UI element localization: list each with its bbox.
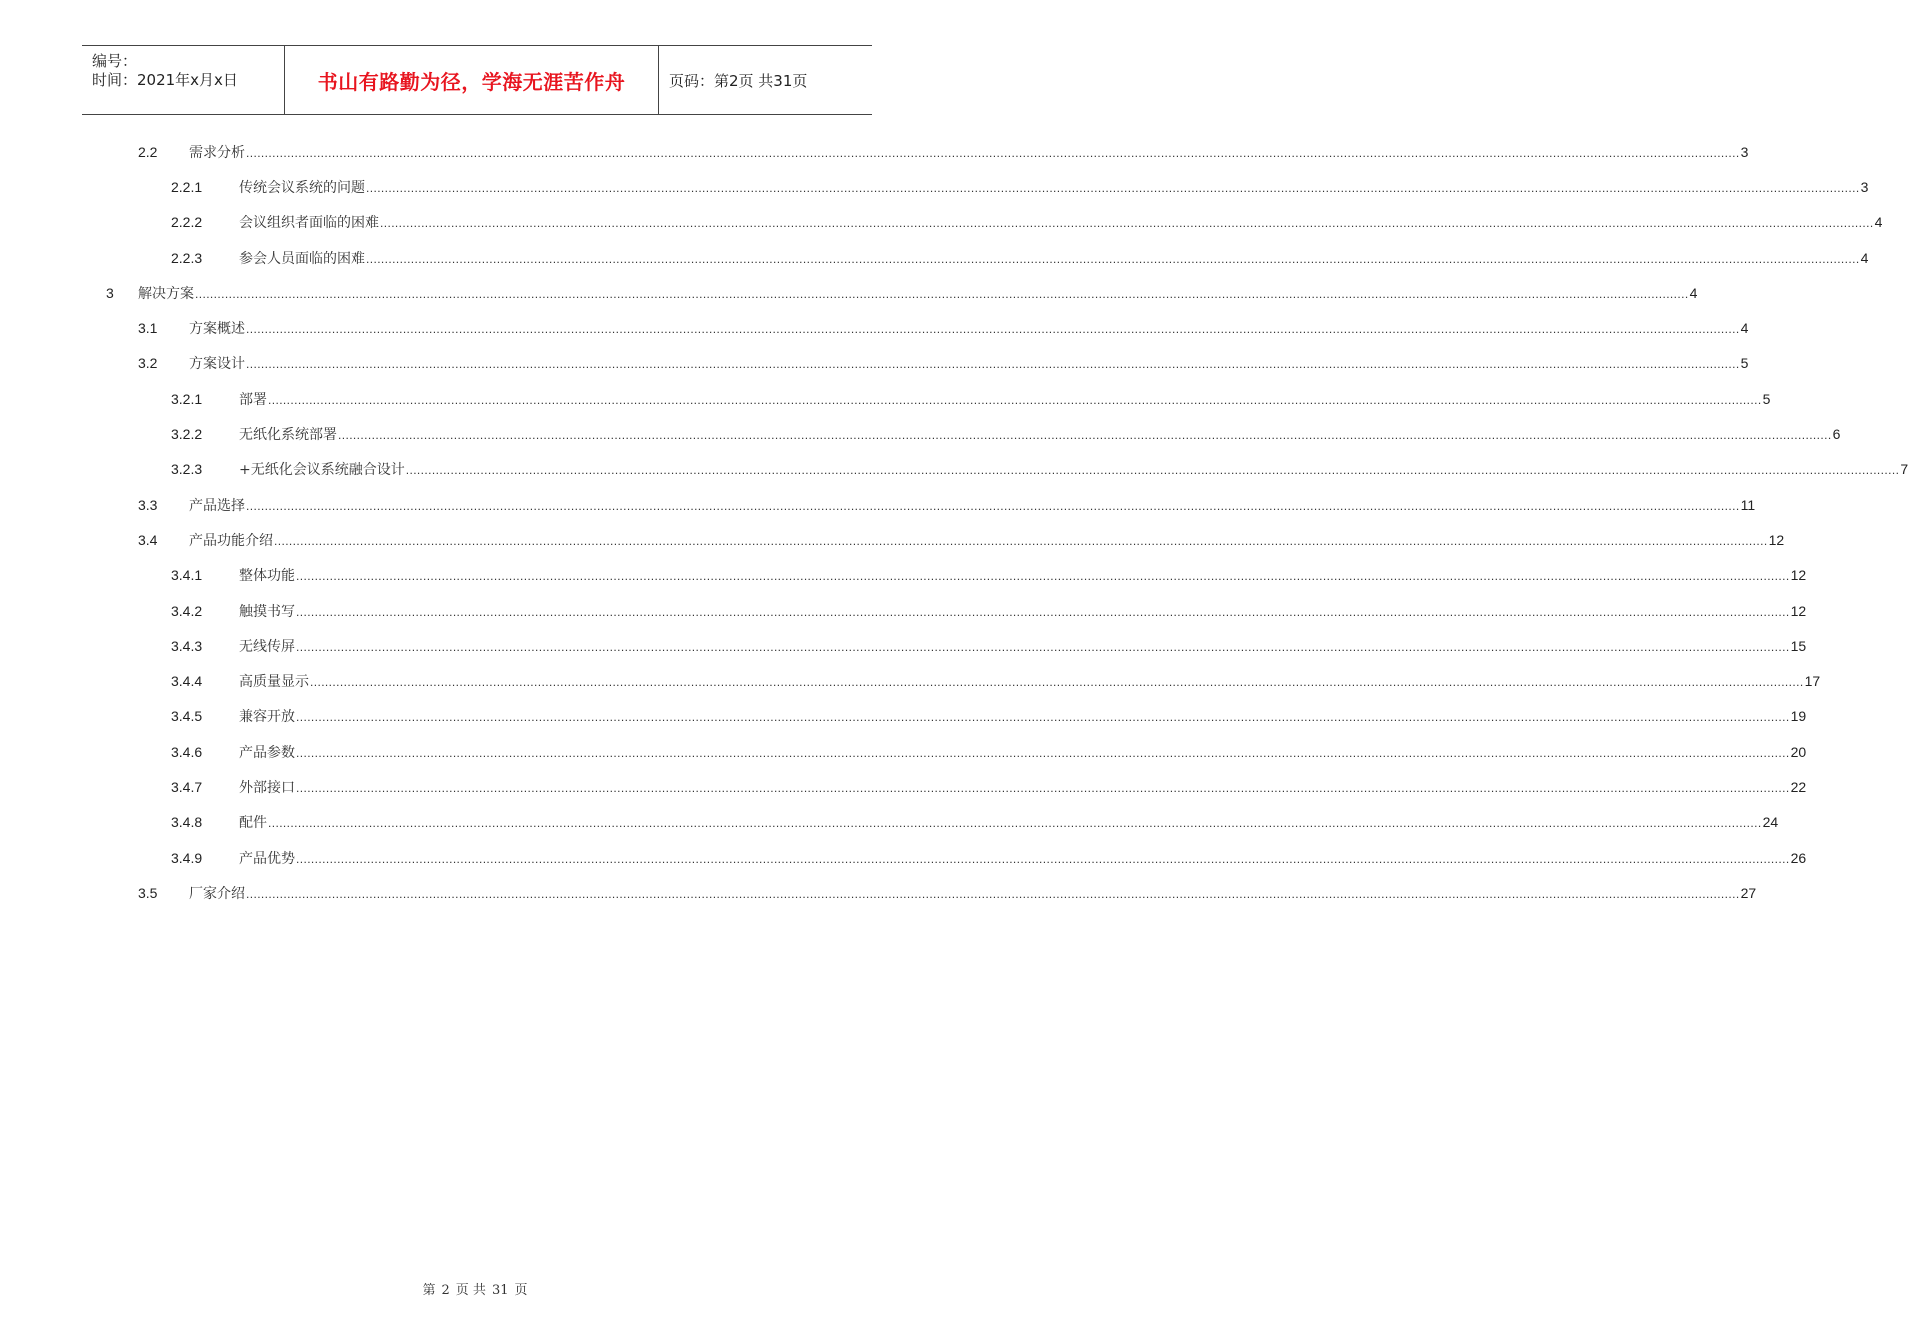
toc-entry-line (239, 565, 1807, 585)
document-time-label: 时间：2021年x月x日 (92, 71, 238, 89)
toc-dot-leader: ................................................................................................................................................................................................................................................................................................................................................................................................................ (296, 710, 1790, 725)
toc-dot-leader: ................................................................................................................................................................................................................................................................................................................................................................................................................ (338, 428, 1832, 443)
footer-suffix: 页 (514, 1283, 528, 1298)
toc-entry-title: 需求分析 (189, 144, 245, 161)
toc-entry-number: 3.4.8 (171, 814, 203, 831)
toc-entry[interactable] (0, 628, 1807, 663)
toc-entry-line (239, 424, 1841, 444)
toc-entry-line (239, 706, 1807, 726)
toc-entry-line (189, 142, 1749, 162)
footer-current-page: 2 (441, 1283, 450, 1298)
header-motto: 书山有路勤为径，学海无涯苦作舟 (284, 46, 659, 114)
toc-entry-page: 24 (1762, 814, 1779, 831)
toc-entry-number: 2.2.3 (171, 249, 203, 266)
toc-dot-leader: ................................................................................................................................................................................................................................................................................................................................................................................................................ (296, 604, 1790, 619)
toc-entry-page: 19 (1790, 708, 1807, 725)
toc-entry[interactable] (0, 558, 1807, 593)
toc-entry-page: 12 (1790, 602, 1807, 619)
toc-entry-number: 3.4.1 (171, 567, 203, 584)
toc-entry[interactable] (0, 875, 1757, 910)
toc-entry-title: 兼容开放 (239, 709, 295, 726)
toc-entry-line (189, 318, 1749, 338)
toc-entry-number: 3.4.2 (171, 602, 203, 619)
toc-entry-line (239, 848, 1807, 868)
toc-entry-number: 3.4.4 (171, 673, 203, 690)
toc-entry-number: 3.4.7 (171, 778, 203, 795)
toc-entry[interactable] (0, 452, 1908, 487)
toc-dot-leader: ................................................................................................................................................................................................................................................................................................................................................................................................................ (296, 639, 1790, 654)
toc-entry-line (239, 212, 1883, 232)
toc-entry-line (239, 777, 1807, 797)
toc-entry-page: 17 (1804, 673, 1821, 690)
toc-entry-title: 解决方案 (138, 285, 194, 302)
toc-entry-number: 3.5 (138, 884, 158, 901)
toc-entry-line (239, 742, 1807, 762)
toc-entry-line (189, 530, 1785, 550)
toc-entry-number: 3.4.6 (171, 743, 203, 760)
toc-dot-leader: ................................................................................................................................................................................................................................................................................................................................................................................................................ (246, 145, 1740, 160)
toc-entry-line (239, 177, 1869, 197)
toc-dot-leader: ................................................................................................................................................................................................................................................................................................................................................................................................................ (296, 851, 1790, 866)
page-header (82, 45, 872, 115)
toc-entry-title: 产品优势 (239, 850, 295, 867)
toc-entry[interactable] (0, 381, 1771, 416)
toc-dot-leader: ................................................................................................................................................................................................................................................................................................................................................................................................................ (246, 322, 1740, 337)
toc-entry-page: 22 (1790, 778, 1807, 795)
toc-dot-leader: ................................................................................................................................................................................................................................................................................................................................................................................................................ (310, 675, 1804, 690)
toc-entry-title: 配件 (239, 815, 267, 832)
toc-entry-number: 3.4.5 (171, 708, 203, 725)
toc-entry-number: 3.4.3 (171, 637, 203, 654)
toc-entry-title: 无纸化系统部署 (239, 427, 337, 444)
toc-entry[interactable] (0, 840, 1807, 875)
toc-entry[interactable] (0, 240, 1869, 275)
toc-dot-leader: ................................................................................................................................................................................................................................................................................................................................................................................................................ (246, 498, 1740, 513)
toc-entry-title: 外部接口 (239, 779, 295, 796)
toc-entry-line (239, 671, 1821, 691)
toc-entry[interactable] (0, 346, 1749, 381)
toc-entry-page: 12 (1768, 531, 1785, 548)
toc-dot-leader: ................................................................................................................................................................................................................................................................................................................................................................................................................ (268, 392, 1762, 407)
toc-entry[interactable] (0, 663, 1821, 698)
toc-entry[interactable] (0, 769, 1807, 804)
toc-entry-number: 3.1 (138, 320, 158, 337)
toc-entry-number: 2.2.1 (171, 178, 203, 195)
toc-entry-number: 3.4.9 (171, 849, 203, 866)
toc-entry-page: 4 (1740, 320, 1749, 337)
page-footer (0, 1279, 950, 1298)
toc-entry-title: 产品选择 (189, 497, 245, 514)
toc-entry-title: +无纸化会议系统融合设计 (239, 462, 405, 479)
toc-entry[interactable] (0, 169, 1869, 204)
toc-entry-title: 部署 (239, 391, 267, 408)
toc-entry-page: 15 (1790, 637, 1807, 654)
toc-entry-page: 3 (1860, 178, 1869, 195)
toc-entry-title: 会议组织者面临的困难 (239, 215, 379, 232)
toc-entry-number: 3.2 (138, 355, 158, 372)
toc-entry-title: 厂家介绍 (189, 885, 245, 902)
header-page-info: 页码：第2页 共31页 (669, 71, 808, 90)
toc-entry[interactable] (0, 134, 1749, 169)
table-of-contents (0, 134, 1908, 911)
toc-entry[interactable] (0, 205, 1883, 240)
toc-entry-title: 触摸书写 (239, 603, 295, 620)
toc-entry-number: 2.2.2 (171, 214, 203, 231)
footer-total-pages: 31 (491, 1283, 509, 1298)
toc-entry-page: 26 (1790, 849, 1807, 866)
toc-dot-leader: ................................................................................................................................................................................................................................................................................................................................................................................................................ (296, 569, 1790, 584)
toc-entry[interactable] (0, 593, 1807, 628)
toc-entry-line (239, 459, 1908, 479)
toc-entry[interactable] (0, 699, 1807, 734)
toc-dot-leader: ................................................................................................................................................................................................................................................................................................................................................................................................................ (380, 216, 1874, 231)
toc-entry-page: 20 (1790, 743, 1807, 760)
toc-dot-leader: ................................................................................................................................................................................................................................................................................................................................................................................................................ (195, 286, 1689, 301)
toc-entry-title: 传统会议系统的问题 (239, 179, 365, 196)
footer-middle: 页 共 (455, 1283, 486, 1298)
toc-dot-leader: ................................................................................................................................................................................................................................................................................................................................................................................................................ (246, 357, 1740, 372)
toc-entry[interactable] (0, 416, 1841, 451)
toc-entry-page: 7 (1900, 461, 1908, 478)
toc-entry-page: 5 (1762, 390, 1771, 407)
toc-dot-leader: ................................................................................................................................................................................................................................................................................................................................................................................................................ (296, 745, 1790, 760)
toc-entry[interactable] (0, 805, 1779, 840)
toc-entry-line (239, 389, 1771, 409)
toc-entry-line (239, 248, 1869, 268)
toc-entry[interactable] (0, 310, 1749, 345)
toc-dot-leader: ................................................................................................................................................................................................................................................................................................................................................................................................................ (246, 886, 1740, 901)
toc-dot-leader: ................................................................................................................................................................................................................................................................................................................................................................................................................ (405, 463, 1900, 478)
toc-entry-line (189, 353, 1749, 373)
toc-entry-page: 4 (1689, 284, 1698, 301)
toc-entry-number: 3.2.2 (171, 426, 203, 443)
toc-entry-title: 高质量显示 (239, 674, 309, 691)
toc-dot-leader: ................................................................................................................................................................................................................................................................................................................................................................................................................ (366, 180, 1860, 195)
toc-entry-number: 2.2 (138, 143, 158, 160)
toc-entry-title: 产品参数 (239, 744, 295, 761)
toc-entry[interactable] (0, 734, 1807, 769)
toc-entry-page: 4 (1860, 249, 1869, 266)
toc-entry-line (239, 601, 1807, 621)
toc-entry-page: 5 (1740, 355, 1749, 372)
toc-entry[interactable] (0, 522, 1785, 557)
document-number-label: 编号： (92, 52, 138, 70)
toc-entry-title: 方案设计 (189, 356, 245, 373)
toc-dot-leader: ................................................................................................................................................................................................................................................................................................................................................................................................................ (268, 816, 1762, 831)
toc-entry-number: 3.2.1 (171, 390, 203, 407)
toc-entry-page: 27 (1740, 884, 1757, 901)
toc-entry-line (189, 883, 1757, 903)
toc-entry-page: 12 (1790, 567, 1807, 584)
toc-entry-line (189, 495, 1756, 515)
footer-prefix: 第 (422, 1283, 436, 1298)
toc-entry-title: 参会人员面临的困难 (239, 250, 365, 267)
toc-entry-title: 产品功能介绍 (189, 532, 273, 549)
toc-dot-leader: ................................................................................................................................................................................................................................................................................................................................................................................................................ (296, 780, 1790, 795)
toc-entry-number: 3 (106, 284, 114, 301)
toc-dot-leader: ................................................................................................................................................................................................................................................................................................................................................................................................................ (274, 533, 1768, 548)
toc-entry-title: 方案概述 (189, 321, 245, 338)
toc-entry-line (239, 812, 1779, 832)
toc-entry-page: 6 (1832, 426, 1841, 443)
toc-entry-page: 4 (1874, 214, 1883, 231)
toc-entry[interactable] (0, 275, 1698, 310)
toc-entry-line (239, 636, 1807, 656)
toc-entry-title: 无线传屏 (239, 638, 295, 655)
toc-entry-line (138, 283, 1698, 303)
toc-entry[interactable] (0, 487, 1756, 522)
toc-dot-leader: ................................................................................................................................................................................................................................................................................................................................................................................................................ (366, 251, 1860, 266)
toc-entry-number: 3.2.3 (171, 461, 203, 478)
toc-entry-number: 3.4 (138, 531, 158, 548)
toc-entry-number: 3.3 (138, 496, 158, 513)
toc-entry-title: 整体功能 (239, 568, 295, 585)
toc-entry-page: 11 (1740, 496, 1756, 513)
header-meta (82, 46, 284, 114)
toc-entry-page: 3 (1740, 143, 1749, 160)
